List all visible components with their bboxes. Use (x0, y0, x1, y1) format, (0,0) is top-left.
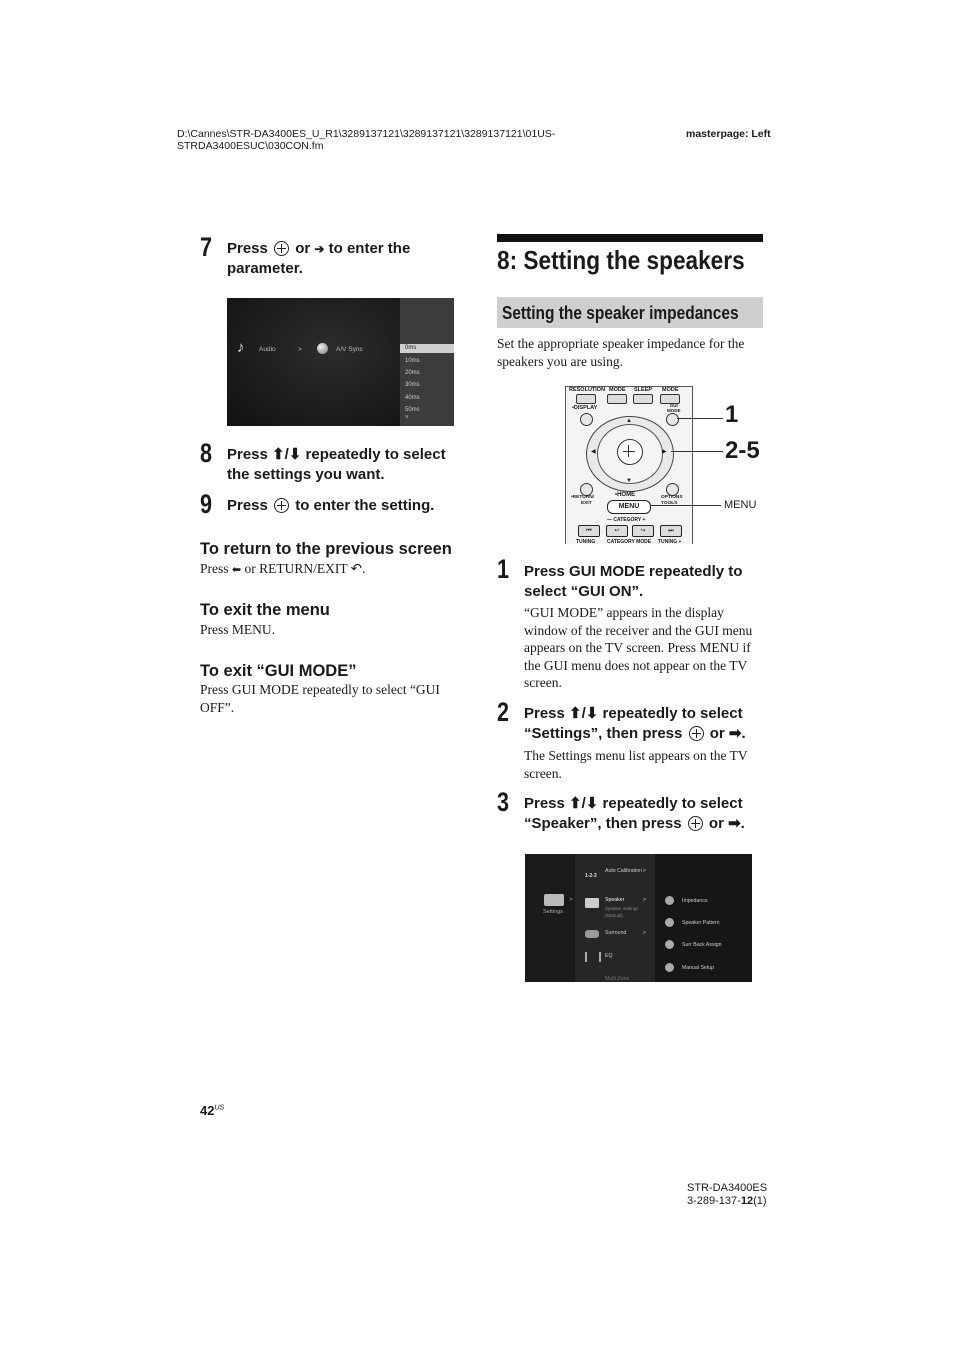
callout-1: 1 (725, 401, 739, 428)
music-note-icon: ♪ (237, 340, 245, 356)
eq-label: EQ (605, 953, 613, 959)
plus-icon-h (623, 451, 635, 452)
step-3-line1: Press ⬆/⬇ repeatedly to select (524, 795, 743, 812)
auto-calibration-label: Auto Calibration (605, 868, 642, 874)
surround-arrow: > (643, 930, 647, 936)
sleep-label: SLEEP (634, 387, 653, 393)
left-arrow-icon: ◀ (591, 449, 596, 455)
prev-track-button: ⏮ (578, 525, 600, 537)
option-10ms: 10ms (405, 358, 420, 364)
speaker-sub2: (Manual) (605, 913, 623, 918)
category-plus-button: ↪ (632, 525, 654, 537)
step-3-line2 (524, 814, 774, 834)
category-label: — CATEGORY + (607, 517, 646, 523)
menu-arrow: > (298, 346, 302, 353)
enter-button-icon (689, 726, 704, 741)
options-label-l2: TOOLS (661, 500, 678, 506)
return-body (200, 560, 365, 580)
step-2-text (524, 704, 774, 744)
file-path (177, 128, 555, 152)
step-1-line2: select “GUI ON”. (524, 583, 644, 600)
step-7-post: to enter the (328, 240, 411, 257)
auto-calibration-arrow: > (643, 868, 647, 874)
step-2-body-line1: The Settings menu list appears on the TV (524, 748, 748, 763)
category-mode-label: CATEGORY MODE (607, 539, 652, 544)
gui-mode-label (667, 403, 681, 413)
step-1-body-line1: “GUI MODE” appears in the display (524, 605, 724, 620)
callout-line-2 (671, 451, 723, 452)
return-heading: To return to the previous screen (200, 540, 452, 558)
file-path-line2: STRDA3400ESUC\030CON.fm (177, 140, 324, 152)
left-arrow-icon: ⬅ (231, 564, 242, 576)
step-1-text (524, 562, 774, 602)
step-1-body (524, 604, 769, 692)
category-minus-button: ↩ (606, 525, 628, 537)
surround-label: Surround (605, 930, 627, 936)
intro-text (497, 335, 767, 370)
av-sync-screenshot (227, 298, 454, 426)
up-arrow-icon: ▲ (626, 418, 632, 424)
model-info (687, 1182, 767, 1207)
gui-mode-label-l2: MODE (667, 408, 681, 413)
tuning-plus-label: TUNING + (658, 539, 682, 544)
remote-control-illustration (565, 386, 693, 544)
resolution-label: RESOLUTION (569, 387, 606, 393)
step-7-number: 7 (200, 232, 213, 262)
step-9-press: Press (227, 497, 268, 514)
toolbox-icon (544, 894, 564, 906)
model-code (687, 1195, 767, 1208)
exit-gui-heading: To exit “GUI MODE” (200, 662, 357, 680)
step-3-number: 3 (497, 787, 510, 817)
settings-arrow: > (569, 897, 573, 903)
option-50ms: 50ms (405, 407, 420, 413)
gui-mode-label-l1: GUI (669, 403, 678, 408)
home-label: •HOME (615, 492, 636, 498)
tuning-minus-label: TUNING (576, 539, 596, 544)
model-code-bold: 12 (740, 1194, 754, 1207)
subsection-title: Setting the speaker impedances (502, 303, 739, 323)
exit-menu-heading: To exit the menu (200, 601, 330, 619)
speaker-arrow: > (643, 897, 647, 903)
step-8-text (227, 445, 477, 485)
enter-button-icon (274, 498, 289, 513)
display-label: •DISPLAY (572, 405, 598, 411)
step-2-body (524, 747, 769, 782)
return-label-l1: •RETURN/ (571, 495, 594, 500)
speaker-sub1: Speaker settings (605, 906, 639, 911)
step-1-body-line2: window of the receiver and the GUI menu (524, 622, 753, 638)
speaker-label: Speaker (605, 897, 625, 903)
step-8-line1: Press ⬆/⬇ repeatedly to select (227, 446, 446, 463)
step-1-line1: Press GUI MODE repeatedly to (524, 563, 743, 580)
av-sync-label: A/V Sync (336, 346, 363, 353)
surr-back-assign-label: Surr Back Assign (682, 942, 722, 948)
callout-2-5: 2-5 (725, 437, 760, 464)
step-7-text (227, 239, 467, 279)
option-40ms: 40ms (405, 395, 420, 401)
speaker-pattern-label: Speaker Pattern (682, 920, 720, 926)
settings-label: Settings (543, 909, 563, 915)
dpad-center-button (617, 439, 643, 465)
speaker-icon (585, 898, 599, 908)
exit-gui-line1: Press GUI MODE repeatedly to select “GUI (200, 682, 440, 697)
return-exit-label (571, 495, 594, 506)
down-arrow-icon: ▼ (626, 478, 632, 484)
mode-label: MODE (609, 387, 626, 393)
mode-button (607, 394, 627, 404)
step-2-line2 (524, 724, 774, 744)
step-1-body-line5: screen. (524, 675, 562, 691)
menu-button: MENU (607, 500, 651, 514)
display-button (580, 413, 593, 426)
manual-setup-icon (665, 963, 674, 972)
options-label-l1: OPTIONS (661, 495, 683, 500)
model-code-post: (1) (753, 1194, 767, 1207)
model-code-pre: 3-289-137- (687, 1194, 741, 1207)
callout-line-menu (651, 505, 721, 506)
step-3-line2-post: or ➡. (708, 815, 745, 832)
return-label-l2: EXIT (581, 500, 592, 506)
step-1-body-line3: appears on the TV screen. Press MENU if (524, 640, 751, 656)
model-name: STR-DA3400ES (687, 1182, 768, 1194)
step-2-line1: Press ⬆/⬇ repeatedly to select (524, 705, 743, 722)
gui-mode-button (666, 413, 679, 426)
step-7-or: or (295, 240, 311, 257)
step-3-text (524, 794, 774, 834)
masterpage-label: masterpage: Left (686, 128, 771, 140)
option-30ms: 30ms (405, 382, 420, 388)
speaker-pattern-icon (665, 918, 674, 927)
enter-button-icon (274, 241, 289, 256)
audio-label: Audio (259, 346, 276, 353)
step-2-body-line2: screen. (524, 765, 562, 781)
exit-gui-body (200, 681, 470, 716)
option-0ms: 0ms (405, 345, 417, 351)
impedance-icon (665, 896, 674, 905)
step-8-number: 8 (200, 438, 213, 468)
manual-setup-label: Manual Setup (682, 965, 715, 971)
step-9-text (227, 496, 477, 516)
callout-line-1 (677, 418, 723, 419)
next-track-button: ⏭ (660, 525, 682, 537)
option-20ms: 20ms (405, 370, 420, 376)
intro-line2: speakers you are using. (497, 353, 623, 369)
page-number-value: 42 (200, 1103, 215, 1118)
step-1-number: 1 (497, 554, 510, 584)
right-arrow-icon: ▶ (662, 449, 667, 455)
section-title-bar (497, 234, 763, 242)
step-9-number: 9 (200, 489, 213, 519)
exit-menu-body: Press MENU. (200, 622, 276, 637)
page-number (200, 1103, 224, 1118)
multi-zone-label: Multi Zone (605, 976, 630, 982)
impedance-label: Impedance (682, 898, 708, 904)
step-2-number: 2 (497, 697, 510, 727)
return-period: . (362, 561, 366, 576)
auto-calibration-icon: 1-2-3 (585, 873, 597, 879)
resolution-button (576, 394, 596, 404)
file-path-line1: D:\Cannes\STR-DA3400ES_U_R1\3289137121\3289137121\3289137121\01US- (177, 128, 556, 140)
return-symbol-icon: ↶ (350, 561, 363, 576)
step-3-line2-pre: “Speaker”, then press (524, 815, 682, 832)
eq-icon (585, 952, 601, 962)
enter-button-icon (688, 816, 703, 831)
av-sync-icon (317, 343, 328, 354)
more-options-indicator: ˅ (405, 415, 409, 421)
surr-back-assign-icon (665, 940, 674, 949)
return-text: or RETURN/EXIT (244, 561, 348, 576)
settings-menu-screenshot (525, 854, 752, 982)
step-7-line2: parameter. (227, 260, 303, 277)
exit-gui-line2: OFF”. (200, 699, 235, 715)
callout-menu: MENU (724, 499, 757, 511)
return-press: Press (200, 561, 229, 576)
right-arrow-icon: ➔ (314, 242, 325, 256)
step-1-body-line4: the GUI menu does not appear on the TV (524, 657, 748, 673)
step-2-line2-pre: “Settings”, then press (524, 725, 683, 742)
step-7-press: Press (227, 240, 268, 257)
mode-label-2: MODE (662, 387, 679, 393)
surround-icon (585, 930, 599, 938)
step-2-line2-post: or ➡. (709, 725, 746, 742)
step-9-post: to enter the setting. (295, 497, 435, 514)
section-title: 8: Setting the speakers (497, 245, 745, 275)
page-number-suffix: US (214, 1104, 225, 1112)
step-8-line2: the settings you want. (227, 466, 385, 483)
sleep-button (633, 394, 653, 404)
intro-line1: Set the appropriate speaker impedance for the (497, 336, 745, 351)
